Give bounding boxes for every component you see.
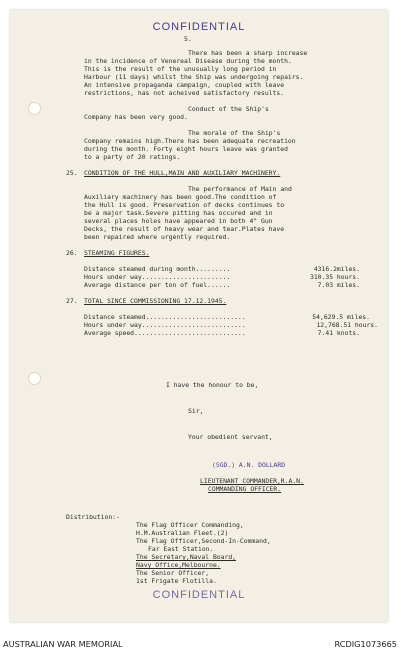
section-25-title: CONDITION OF THE HULL,MAIN AND AUXILIARY MACHINERY. <box>84 169 281 177</box>
para3-line: Company remains high.There has been adequate recreation <box>84 137 296 145</box>
confidential-stamp-bottom: CONFIDENTIAL <box>152 589 246 601</box>
closing-servant: Your obedient servant, <box>188 433 273 441</box>
document-page <box>10 10 388 622</box>
distribution-item: The Senior Officer, <box>136 569 210 577</box>
distribution-item: H.M.Australian Fleet.(2) <box>136 529 229 537</box>
para3-line: during the month. Forty eight hours leave was granted <box>84 145 288 153</box>
para1-line: There has been a sharp increase <box>188 49 308 57</box>
section-25-line: Decks, the result of heavy wear and tear.Plates have <box>84 225 285 233</box>
confidential-stamp-top: CONFIDENTIAL <box>152 21 246 33</box>
signature-line: (SGD.) A.N. DOLLARD <box>212 461 286 469</box>
distribution-label: Distribution:- <box>66 513 120 521</box>
total-row-value: 54,629.5 miles. <box>312 313 370 321</box>
total-row-value: 12,768.51 hours. <box>316 321 378 329</box>
para1-line: An intensive propaganda campaign, coupled with leave <box>84 81 285 89</box>
para3-line: The morale of the Ship's <box>188 129 281 137</box>
section-27-number: 27. <box>66 297 78 305</box>
para1-line: Harbour (11 days) whilst the Ship was undergoing repairs. <box>84 73 304 81</box>
distribution-item: The Flag Officer,Second-In-Command, <box>136 537 271 545</box>
signature-title: COMMANDING OFFICER. <box>208 485 282 493</box>
steaming-row-label: Distance steamed during month......... <box>84 265 231 273</box>
page-number: 5. <box>184 35 192 43</box>
section-25-line: been repaired where urgently required. <box>84 233 231 241</box>
total-row-value: 7.41 knots. <box>317 329 360 337</box>
section-25-number: 25. <box>66 169 78 177</box>
punch-hole <box>28 102 41 115</box>
distribution-item: 1st Frigate Flotilla. <box>136 577 217 585</box>
steaming-row-value: 4316.2miles. <box>313 265 360 273</box>
archive-reference: RCDIG1073665 <box>334 639 397 649</box>
steaming-row-value: 310.35 hours. <box>309 273 360 281</box>
section-25-line: be a major task.Severe pitting has occured and in <box>84 209 273 217</box>
para1-line: This is the result of the unusually long period in <box>84 65 277 73</box>
para1-line: in the incidence of Venereal Disease during the month. <box>84 57 292 65</box>
distribution-item: Navy Office,Melbourne. <box>136 561 221 569</box>
para3-line: to a party of 20 ratings. <box>84 153 181 161</box>
archive-footer <box>0 630 401 653</box>
steaming-row-label: Average distance per ton of fuel...... <box>84 281 231 289</box>
section-26-number: 26. <box>66 249 78 257</box>
distribution-item: The Flag Officer Commanding, <box>136 521 244 529</box>
distribution-item: Far East Station. <box>148 545 214 553</box>
section-25-line: the Hull is good. Preservation of decks continues to <box>84 201 285 209</box>
signature-rank: LIEUTENANT COMMANDER,R.A.N. <box>200 477 304 485</box>
distribution-item: The Secretary,Naval Board, <box>136 553 237 561</box>
total-row-label: Distance steamed.......................... <box>84 313 246 321</box>
steaming-row-label: Hours under way....................... <box>84 273 231 281</box>
section-25-line: several places holes have appeared in both 4" Gun <box>84 217 273 225</box>
closing-sir: Sir, <box>188 407 204 415</box>
total-row-label: Average speed............................. <box>84 329 246 337</box>
section-26-title: STEAMING FIGURES. <box>84 249 150 257</box>
total-row-label: Hours under way........................... <box>84 321 246 329</box>
punch-hole <box>28 372 41 385</box>
section-25-line: Auxiliary machinery has been good.The condition of <box>84 193 277 201</box>
closing-honour: I have the honour to be, <box>166 381 259 389</box>
para2-line: Conduct of the Ship's <box>188 105 269 113</box>
archive-name: AUSTRALIAN WAR MEMORIAL <box>3 639 123 649</box>
para1-line: restrictions, has not acheived satisfactory results. <box>84 89 285 97</box>
section-25-line: The performance of Main and <box>188 185 292 193</box>
para2-line: Company has been very good. <box>84 113 188 121</box>
steaming-row-value: 7.03 miles. <box>317 281 360 289</box>
section-27-title: TOTAL SINCE COMMISSIONING 17.12.1945. <box>84 297 227 305</box>
